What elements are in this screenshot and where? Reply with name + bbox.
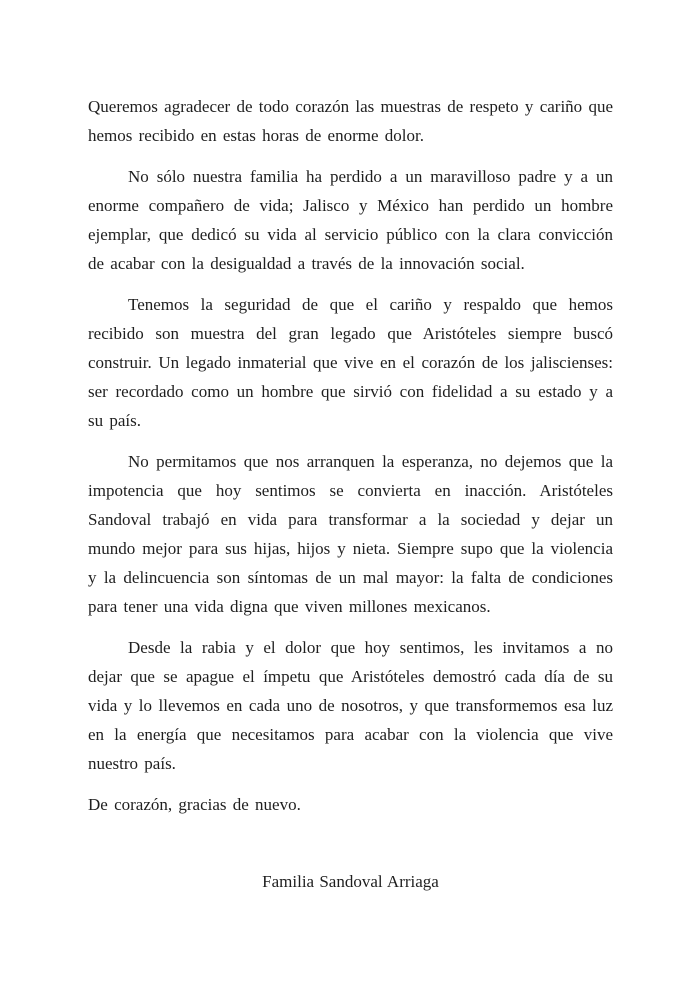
letter-paragraph-opening: Queremos agradecer de todo corazón las muestras de respeto y cariño que hemos recibido en estas horas de enorme dolor.	[88, 97, 613, 145]
letter-paragraph-loss: No sólo nuestra familia ha perdido a un maravilloso padre y a un enorme compañero de vida; Jalisco y México han perdido un hombre ejemplar, que dedicó su vida al servicio público con la clara convicción de acabar con la desigualdad a través de la innovación social.	[88, 167, 613, 273]
letter-paragraph-closing: De corazón, gracias de nuevo.	[88, 795, 301, 814]
letter-signature: Familia Sandoval Arriaga	[262, 872, 439, 891]
letter-paragraph-legacy: Tenemos la seguridad de que el cariño y respaldo que hemos recibido son muestra del gran legado que Aristóteles siempre buscó construir. Un legado inmaterial que vive en el corazón de los jaliscienses: ser recordado como un hombre que sirvió con fidelidad a su estado y a su país.	[88, 295, 613, 430]
letter-paragraph-call-to-action: Desde la rabia y el dolor que hoy sentimos, les invitamos a no dejar que se apague el ímpetu que Aristóteles demostró cada día de su vida y lo llevemos en cada uno de nosotros, y que transformemos esa luz en la energía que necesitamos para acabar con la violencia que vive nuestro país.	[88, 638, 613, 773]
letter-paragraph-hope: No permitamos que nos arranquen la esperanza, no dejemos que la impotencia que hoy sentimos se convierta en inacción. Aristóteles Sandoval trabajó en vida para transformar a la sociedad y dejar un mundo mejor para sus hijas, hijos y nieta. Siempre supo que la violencia y la delincuencia son síntomas de un mal mayor: la falta de condiciones para tener una vida digna que viven millones mexicanos.	[88, 452, 613, 616]
